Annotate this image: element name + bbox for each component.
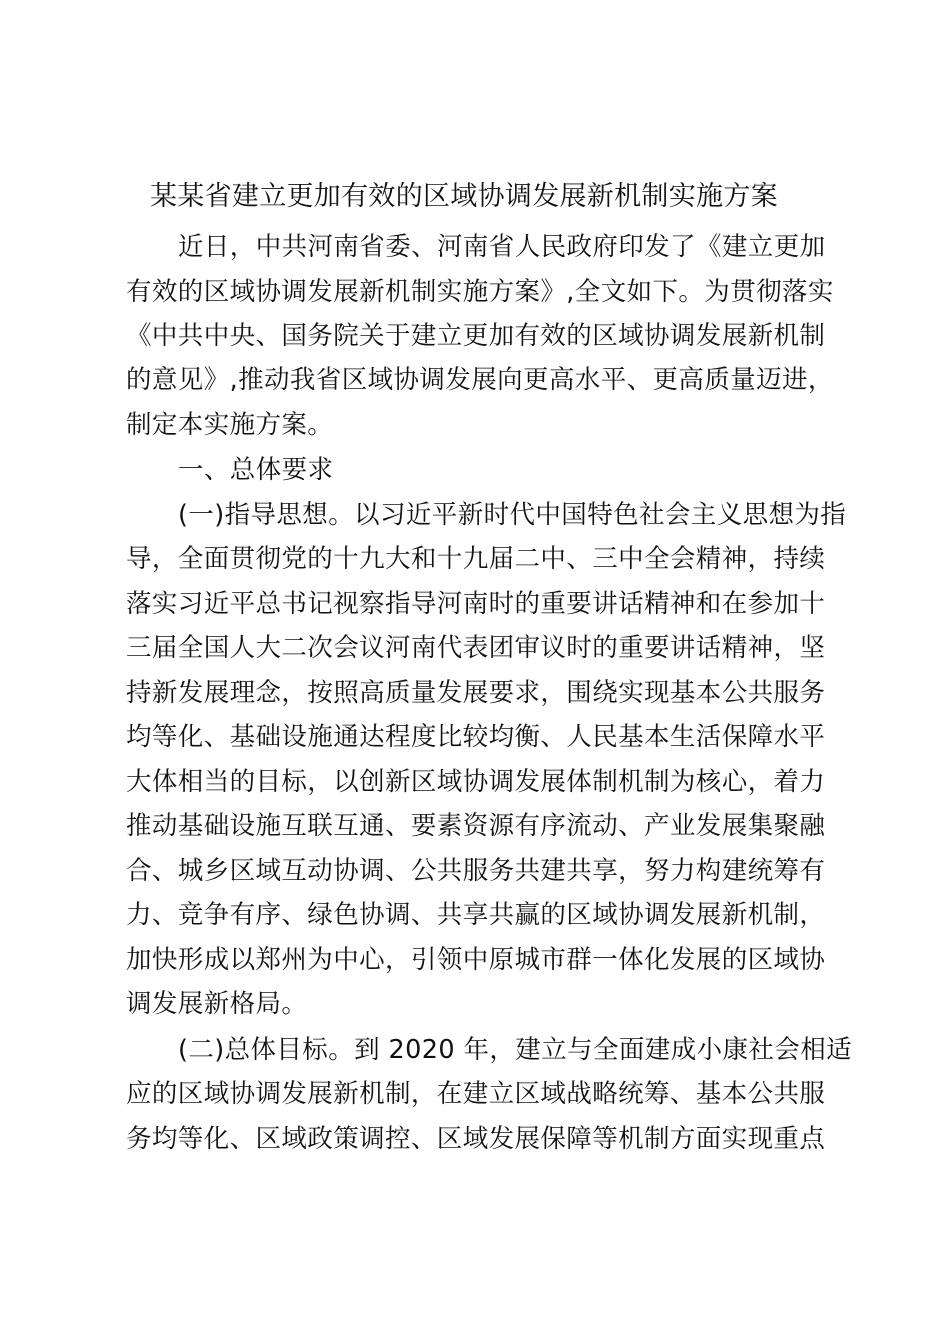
paragraph-line: 合、城乡区域互动协调、公共服务共建共享，努力构建统筹有 <box>126 856 826 886</box>
paragraph-line: 《中共中央、国务院关于建立更加有效的区域协调发展新机制 <box>126 321 826 351</box>
document-title: 某某省建立更加有效的区域协调发展新机制实施方案 <box>150 181 778 212</box>
paragraph-line: 力、竞争有序、绿色协调、共享共赢的区域协调发展新机制， <box>126 900 826 930</box>
paragraph-line: 制定本实施方案。 <box>126 410 334 440</box>
paragraph-line: 导，全面贯彻党的十九大和十九届二中、三中全会精神，持续 <box>126 544 826 574</box>
paragraph-line: 大体相当的目标，以创新区域协调发展体制机制为核心，着力 <box>126 767 826 797</box>
paragraph-line: 务均等化、区域政策调控、区域发展保障等机制方面实现重点 <box>126 1124 826 1154</box>
paragraph-line: 三届全国人大二次会议河南代表团审议时的重要讲话精神，坚 <box>126 633 826 663</box>
paragraph-line: (一)指导思想。以习近平新时代中国特色社会主义思想为指 <box>178 500 847 530</box>
paragraph-line: 应的区域协调发展新机制，在建立区域战略统筹、基本公共服 <box>126 1079 826 1109</box>
paragraph-line: (二)总体目标。到 2020 年，建立与全面建成小康社会相适 <box>178 1035 853 1065</box>
paragraph-line: 均等化、基础设施通达程度比较均衡、人民基本生活保障水平 <box>126 722 826 752</box>
paragraph-line: 近日，中共河南省委、河南省人民政府印发了《建立更加 <box>178 232 826 262</box>
paragraph-line: 有效的区域协调发展新机制实施方案》,全文如下。为贯彻落实 <box>126 277 834 307</box>
paragraph-line: 推动基础设施互联互通、要素资源有序流动、产业发展集聚融 <box>126 811 826 841</box>
paragraph-line: 加快形成以郑州为中心，引领中原城市群一体化发展的区域协 <box>126 945 826 975</box>
paragraph-line: 调发展新格局。 <box>126 989 308 1019</box>
section-heading: 一、总体要求 <box>178 455 334 485</box>
paragraph-line: 落实习近平总书记视察指导河南时的重要讲话精神和在参加十 <box>126 589 826 619</box>
paragraph-line: 持新发展理念，按照高质量发展要求，围绕实现基本公共服务 <box>126 678 826 708</box>
paragraph-line: 的意见》,推动我省区域协调发展向更高水平、更高质量迈进， <box>126 365 834 395</box>
